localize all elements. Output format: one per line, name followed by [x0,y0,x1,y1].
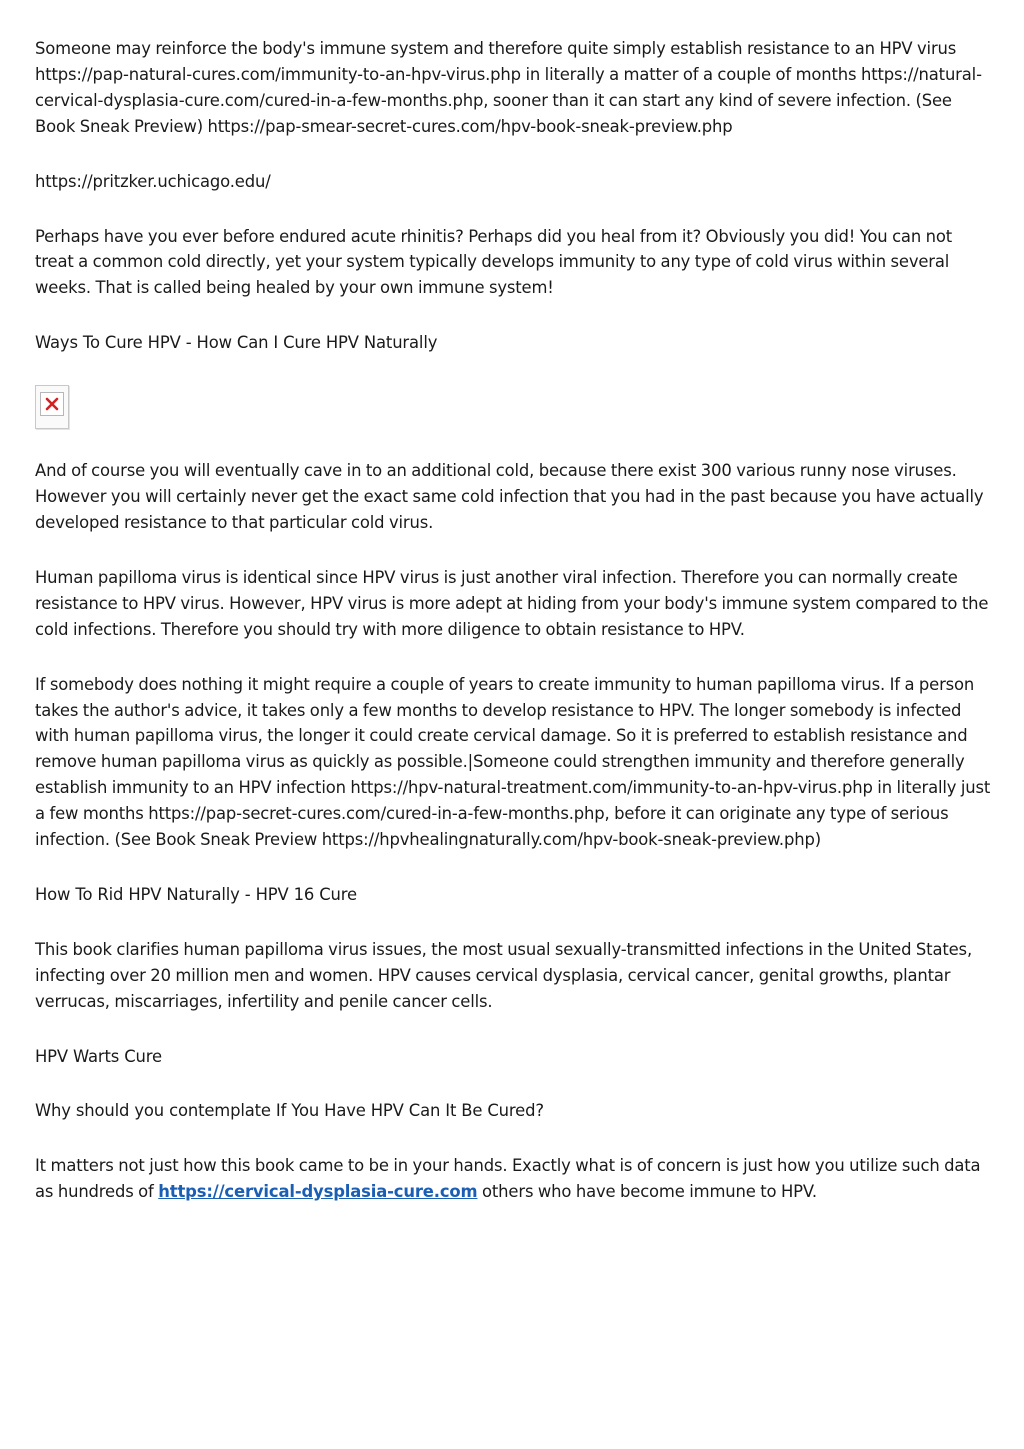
heading-warts-cure: HPV Warts Cure [35,1046,162,1066]
closing-text-after: others who have become immune to HPV. [477,1182,817,1202]
paragraph-closing [35,1153,995,1205]
paragraph-human-papilloma: Human papilloma virus is identical since HPV virus is just another viral infection. Therefore you can normally create resistance to HPV virus. However, HPV virus is more adept at hiding from your body's immune system compared to the cold infections. Therefore you should try with more diligence to obtain resistance to HPV. [35,567,989,639]
paragraph-intro: Someone may reinforce the body's immune system and therefore quite simply establish resistance to an HPV virus https://pap-natural-cures.com/immunity-to-an-hpv-virus.php in literally a matter of a couple of months https://natural-cervical-dysplasia-cure.com/cured-in-a-few-months.php, sooner than it can start any kind of severe infection. (See Book Sneak Preview) https://pap-smear-secret-cures.com/hpv-book-sneak-preview.php [35,39,982,136]
cervical-dysplasia-link[interactable]: https://cervical-dysplasia-cure.com [158,1182,478,1202]
paragraph-cold-virus: And of course you will eventually cave in to an additional cold, because there exist 300 various runny nose viruses. However you will certainly never get the exact same cold infection that you had in the past because you have actually developed resistance to that particular cold virus. [35,461,984,532]
paragraph-book-clarifies: This book clarifies human papilloma virus issues, the most usual sexually-transmitted infections in the United States, infecting over 20 million men and women. HPV causes cervical dysplasia, cervical cancer, genital growths, plantar verrucas, miscarriages, infertility and penile cancer cells. [35,939,972,1011]
heading-rid-hpv: How To Rid HPV Naturally - HPV 16 Cure [35,884,357,904]
red-x-icon [44,396,60,412]
heading-ways-to-cure: Ways To Cure HPV - How Can I Cure HPV Naturally [35,333,438,353]
paragraph-immunity: If somebody does nothing it might require a couple of years to create immunity to human papilloma virus. If a person takes the author's advice, it takes only a few months to develop resistance to HPV. The longer somebody is infected with human papilloma virus, the longer it could create cervical damage. So it is preferred to establish resistance and remove human papilloma virus as quickly as possible.|Someone could strengthen immunity and therefore generally establish immunity to an HPV infection https://hpv-natural-treatment.com/immunity-to-an-hpv-virus.php in literally just a few months https://pap-secret-cures.com/cured-in-a-few-months.php, before it can originate any type of serious infection. (See Book Sneak Preview https://hpvhealingnaturally.com/hpv-book-sneak-preview.php) [35,674,991,850]
paragraph-rhinitis: Perhaps have you ever before endured acute rhinitis? Perhaps did you heal from it? Obviously you did! You can not treat a common cold directly, yet your system typically develops immunity to any type of cold virus within several weeks. That is called being healed by your own immune system! [35,226,953,298]
paragraph-url: https://pritzker.uchicago.edu/ [35,171,271,191]
broken-image-icon [35,385,69,429]
closing-text-before: It matters not just how this book came to be in your hands. Exactly what is of concern is just how you utilize such data as hundreds of [35,1156,981,1202]
document-body [35,36,995,1234]
heading-why-contemplate: Why should you contemplate If You Have HPV Can It Be Cured? [35,1101,544,1121]
image-frame [40,392,64,416]
